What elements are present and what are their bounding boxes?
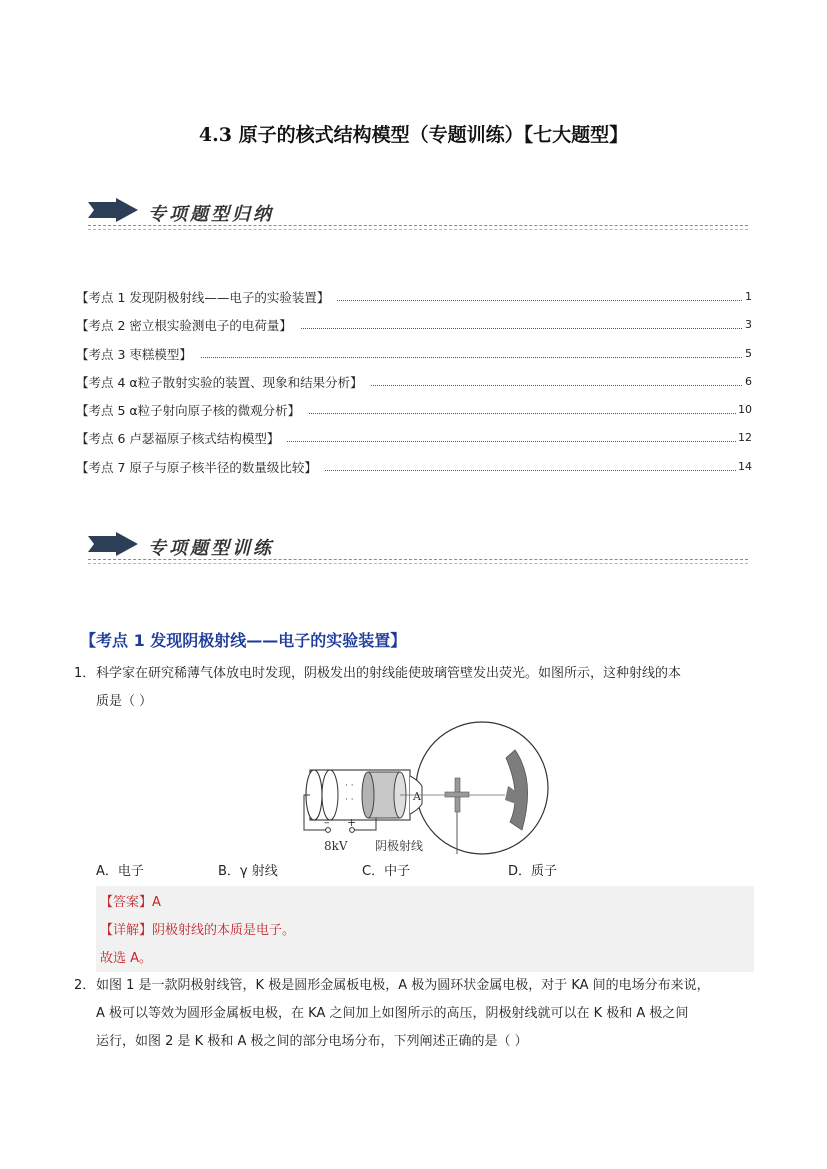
option-c[interactable]: C．中子	[362, 864, 411, 879]
arrow-icon	[88, 198, 138, 222]
toc-item[interactable]: 【考点 7 原子与原子核半径的数量级比较】 14	[76, 459, 752, 475]
option-a[interactable]: A．电子	[96, 864, 144, 879]
label-A: A	[413, 790, 421, 803]
label-cathode-ray: 阴极射线	[375, 839, 424, 853]
toc-item[interactable]: 【考点 6 卢瑟福原子核式结构模型】 12	[76, 431, 752, 447]
toc-item[interactable]: 【考点 5 α粒子射向原子核的微观分析】 10	[76, 403, 752, 419]
label-plus: +	[347, 816, 357, 829]
label-voltage: 8kV	[324, 839, 348, 853]
label-minus: –	[324, 816, 330, 829]
page-title: 4.3 原子的核式结构模型（专题训练）【七大题型】	[198, 124, 629, 146]
section-banner-summary	[88, 196, 748, 232]
svg-text:· ·: · ·	[345, 795, 354, 805]
answer-choice: 故选 A。	[100, 951, 153, 966]
question-2: 2． 如图 1 是一款阴极射线管，K 极是圆形金属板电极，A 极为圆环状金属电极，对于 KA 间的电场分布来说， A 极可以等效为圆形金属板电极，在 KA 之间加上如图所示的高压，阴极射线就可以在 K 极和 A 极之间 运行，如图 2 是 K 极和 A 极之间的部分电场分布，下列阐述正确的是（ ）	[74, 978, 710, 1049]
toc-item[interactable]: 【考点 2 密立根实验测电子的电荷量】 3	[76, 318, 752, 334]
table-of-contents	[76, 288, 752, 486]
arrow-icon	[88, 532, 138, 556]
answer-detail: 【详解】阴极射线的本质是电子。	[100, 923, 296, 938]
toc-item[interactable]: 【考点 1 发现阴极射线——电子的实验装置】 1	[76, 290, 752, 305]
answer-text: 【答案】A	[100, 895, 161, 910]
toc-item[interactable]: 【考点 4 α粒子散射实验的装置、现象和结果分析】 6	[76, 374, 752, 390]
answer-box	[96, 886, 754, 972]
banner-title: 专项题型归纳	[148, 204, 274, 225]
option-d[interactable]: D．质子	[508, 864, 558, 879]
section-banner-training	[88, 530, 748, 566]
svg-text:· ·: · ·	[345, 781, 354, 791]
question-1: 1． 科学家在研究稀薄气体放电时发现，阴极发出的射线能使玻璃管壁发出荧光。如图所示，这种射线的本 质是（ ）	[74, 666, 682, 709]
cathode-ray-tube-figure	[300, 720, 550, 860]
banner-title: 专项题型训练	[148, 538, 274, 559]
option-b[interactable]: B．γ 射线	[218, 864, 278, 879]
toc-item[interactable]: 【考点 3 枣糕模型】 5	[76, 346, 752, 362]
section-heading: 【考点 1 发现阴极射线——电子的实验装置】	[80, 631, 407, 650]
